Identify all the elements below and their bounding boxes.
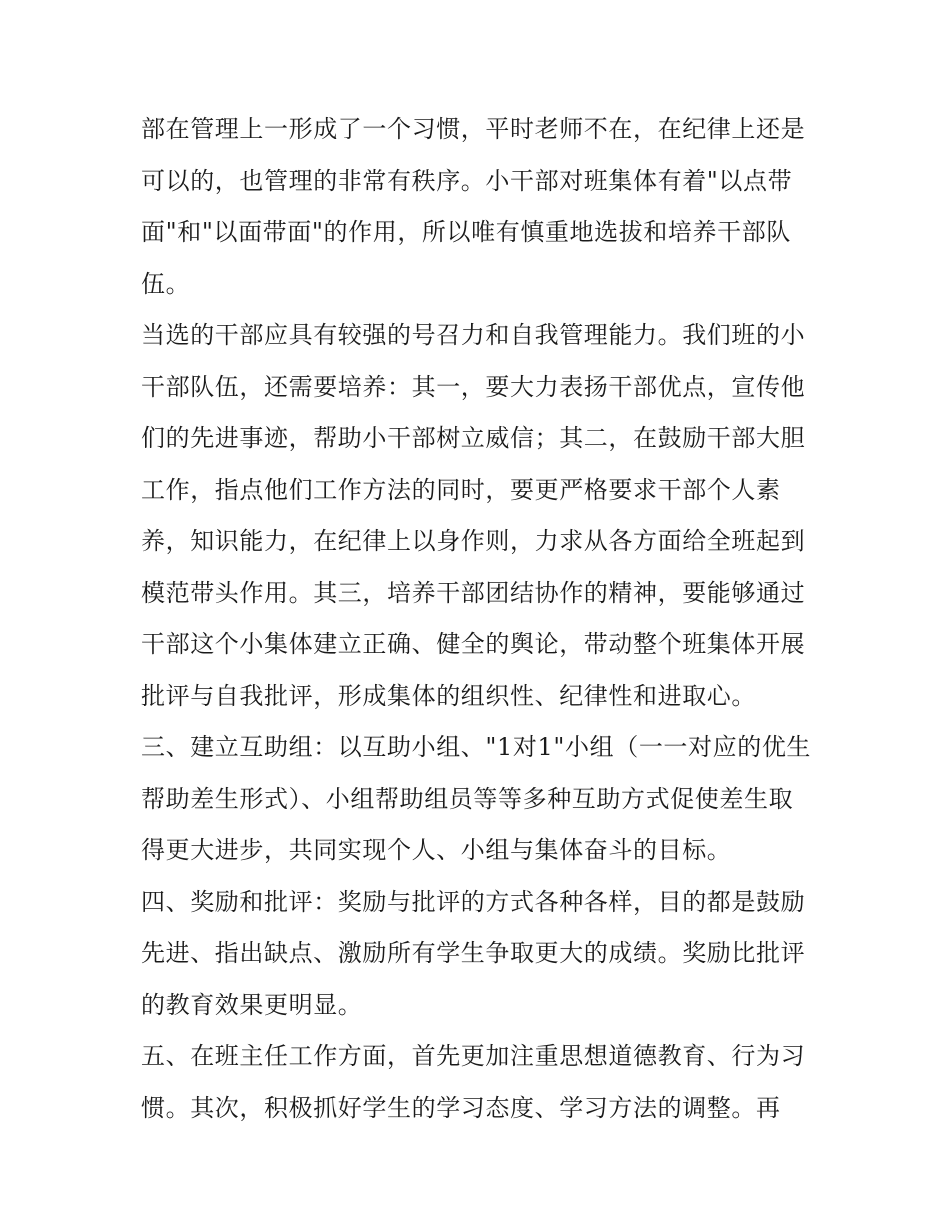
paragraph-cadre-training: 当选的干部应具有较强的号召力和自我管理能力。我们班的小干部队伍，还需要培养：其一，要大力表扬干部优点，宣传他们的先进事迹，帮助小干部树立威信；其二，在鼓励干部大胆工作，指点他们工作方法的同时，要更严格要求干部个人素养，知识能力，在纪律上以身作则，力求从各方面给全班起到模范带头作用。其三，培养干部团结协作的精神，要能够通过干部这个小集体建立正确、健全的舆论，带动整个班集体开展批评与自我批评，形成集体的组织性、纪律性和进取心。 (141, 321, 806, 710)
document-body (141, 104, 813, 1134)
paragraph-cadre-habit: 部在管理上一形成了一个习惯，平时老师不在，在纪律上还是可以的，也管理的非常有秩序。小干部对班集体有着"以点带面"和"以面带面"的作用，所以唯有慎重地选拔和培养干部队伍。 (141, 115, 806, 298)
paragraph-head-teacher-work: 五、在班主任工作方面，首先更加注重思想道德教育、行为习惯。其次，积极抓好学生的学习态度、学习方法的调整。再 (141, 1042, 806, 1122)
paragraph-mutual-aid-groups: 三、建立互助组：以互助小组、"1对1"小组（一一对应的优生帮助差生形式）、小组帮助组员等等多种互助方式促使差生取得更大进步，共同实现个人、小组与集体奋斗的目标。 (141, 733, 812, 864)
paragraph-rewards-criticism: 四、奖励和批评：奖励与批评的方式各种各样，目的都是鼓励先进、指出缺点、激励所有学生争取更大的成绩。奖励比批评的教育效果更明显。 (141, 887, 806, 1019)
